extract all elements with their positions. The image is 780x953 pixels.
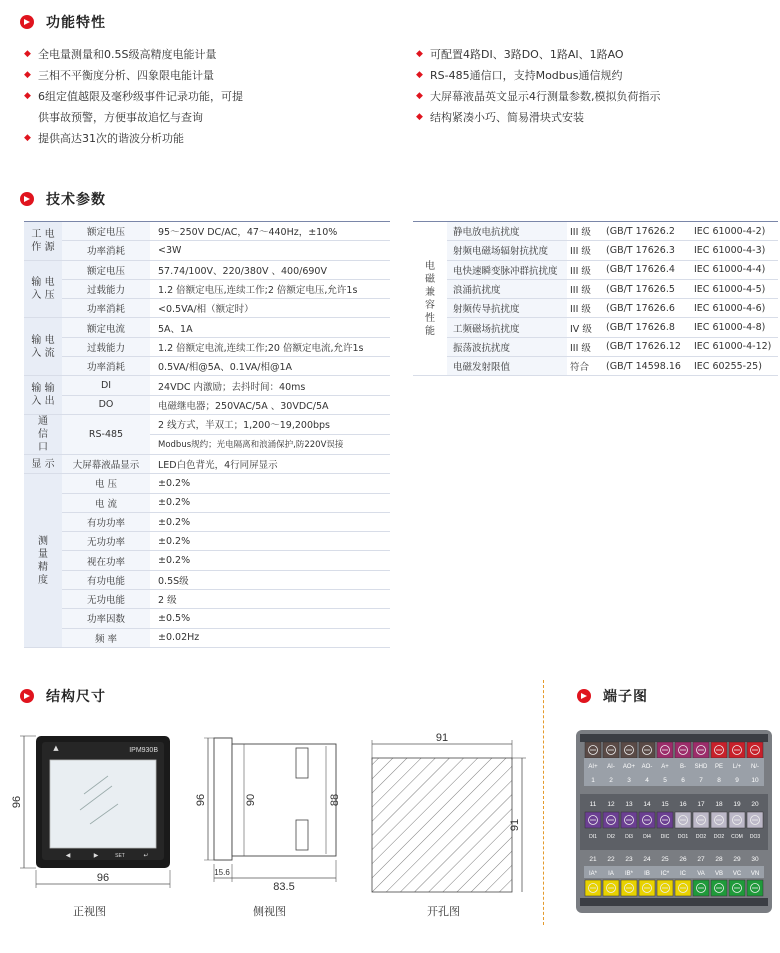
terminal-number: 2 [609,777,613,784]
spec-row [24,241,390,260]
spec-param-name: DO [62,395,150,414]
terminal-number: 27 [697,856,705,863]
emc-row [413,260,778,279]
spec-row [24,454,390,473]
spec-param-name: 大屏幕液晶显示 [62,454,150,473]
spec-row [24,260,390,279]
spec-row [24,299,390,318]
terminal-number: 28 [715,856,723,863]
terminal-diagram [576,730,772,913]
terminal-number: 3 [627,777,631,784]
front-view-drawing [8,728,180,893]
emc-test-name: 静电放电抗扰度 [447,222,567,241]
spec-param-value: <3W [150,241,390,260]
terminal-number: 26 [679,856,687,863]
emc-row [413,337,778,356]
terminal-number: 13 [625,801,633,808]
terminal-number: 11 [589,801,597,808]
spec-param-value: LED白色背光，4行同屏显示 [150,454,390,473]
spec-param-name: 有功电能 [62,570,150,589]
emc-table [413,221,778,376]
emc-gb-standard: (GB/T 17626.12 [603,337,691,356]
spec-group-label: 输 电 入 流 [24,318,62,376]
spec-param-value: ±0.2% [150,551,390,570]
terminal-number: 17 [697,801,705,808]
emc-iec-standard: IEC 61000-4-12) [691,337,778,356]
specs-heading [20,189,106,209]
diamond-bullet-icon: ◆ [24,91,31,101]
emc-test-name: 工频磁场抗扰度 [447,318,567,337]
terminal-label: IA* [588,871,598,877]
emc-iec-standard: IEC 61000-4-8) [691,318,778,337]
terminal-number: 30 [751,856,759,863]
feature-item: ◆ 提供高达31次的谐波分析功能 [24,128,324,149]
spec-param-value: Modbus规约；光电隔离和浪涌保护,防220V误接 [150,434,390,454]
terminal-number: 9 [735,777,739,784]
terminal-label: IA [608,871,614,877]
terminal-number: 7 [699,777,703,784]
bullet-arrow-icon [20,689,34,703]
spec-param-value: <0.5VA/相（额定时） [150,299,390,318]
spec-param-value: ±0.2% [150,532,390,551]
emc-test-name: 电快速瞬变脉冲群抗扰度 [447,260,567,279]
terminal-label: DO2 [695,834,707,840]
terminal-label: VN [750,871,760,877]
emc-level: III 级 [567,337,603,356]
terminal-label: DO2 [713,834,725,840]
emc-gb-standard: (GB/T 17626.2 [603,222,691,241]
spec-row [24,493,390,512]
terminal-label: AI+ [588,764,598,770]
terminal-label: IC* [660,871,670,877]
features-right-list [416,44,756,128]
feature-item-continuation: 供事故预警，方便事故追忆与查询 [38,111,203,124]
feature-item: ◆ 6组定值越限及毫秒级事件记录功能，可提 [24,86,324,107]
terminal-label: SHD [694,764,708,770]
feature-item: ◆ 结构紧凑小巧、简易滑块式安装 [416,107,756,128]
emc-group-label: 电 磁 兼 容 性 能 [413,222,447,376]
spec-param-name: 功率消耗 [62,241,150,260]
spec-param-value: 5A、1A [150,318,390,337]
emc-gb-standard: (GB/T 17626.8 [603,318,691,337]
emc-level: III 级 [567,260,603,279]
spec-param-name: 视在功率 [62,551,150,570]
terminal-label: DO3 [749,834,761,840]
terminal-label: DI4 [643,834,651,840]
terminal-label: N/- [751,764,759,770]
side-dim-depth: 83.5 [273,881,295,893]
terminal-number: 8 [717,777,721,784]
spec-param-name: 有功功率 [62,512,150,531]
spec-param-name: 电 流 [62,493,150,512]
spec-param-name: RS-485 [62,414,150,454]
enter-button-icon: ↵ [143,852,149,859]
diamond-bullet-icon: ◆ [24,133,31,143]
spec-param-value: 95～250V DC/AC，47～440Hz，±10% [150,222,390,241]
diamond-bullet-icon: ◆ [416,112,423,122]
spec-group-label: 测 量 精 度 [24,474,62,648]
emc-row [413,222,778,241]
terminal-label: AO- [641,764,653,770]
spec-param-value: ±0.2% [150,474,390,493]
spec-param-value: 0.5VA/相@5A、0.1VA/相@1A [150,357,390,376]
emc-gb-standard: (GB/T 17626.6 [603,299,691,318]
side-dim-bezel: 15.6 [214,868,230,877]
spec-row [24,628,390,647]
spec-param-value: 57.74/100V、220/380V 、400/690V [150,260,390,279]
terminal-number: 25 [661,856,669,863]
features-title: 功能特性 [46,15,106,31]
terminal-number: 23 [625,856,633,863]
spec-param-value: ±0.2% [150,493,390,512]
feature-item: ◆ 可配置4路DI、3路DO、1路AI、1路AO [416,44,756,65]
emc-iec-standard: IEC 61000-4-4) [691,260,778,279]
emc-gb-standard: (GB/T 17626.4 [603,260,691,279]
terminal-number: 14 [643,801,651,808]
terminal-label: AO+ [622,764,636,770]
emc-iec-standard: IEC 61000-4-6) [691,299,778,318]
diamond-bullet-icon: ◆ [24,70,31,80]
dimensions-heading [20,686,106,706]
terminal-label: DO1 [677,834,689,840]
emc-gb-standard: (GB/T 17626.3 [603,241,691,260]
spec-param-name: 无功功率 [62,532,150,551]
spec-param-name: DI [62,376,150,395]
spec-row [24,512,390,531]
terminal-number: 10 [751,777,759,784]
terminal-number: 29 [733,856,741,863]
spec-param-name: 额定电流 [62,318,150,337]
spec-param-value: 0.5S级 [150,570,390,589]
terminal-label: DI2 [607,834,615,840]
emc-row [413,241,778,260]
spec-param-value: 1.2 倍额定电流,连续工作;20 倍额定电流,允许1s [150,337,390,356]
spec-param-name: 无功电能 [62,590,150,609]
spec-param-value: ±0.2% [150,512,390,531]
terminal-number: 21 [589,856,597,863]
spec-group-label: 工 电 作 源 [24,222,62,261]
emc-iec-standard: IEC 61000-4-2) [691,222,778,241]
side-view-caption: 侧视图 [253,905,286,918]
diamond-bullet-icon: ◆ [416,70,423,80]
spec-row [24,474,390,493]
spec-table [24,221,390,648]
feature-item: ◆ 全电量测量和0.5S级高精度电能计量 [24,44,324,65]
terminal-label: DI3 [625,834,633,840]
side-dim-total: 96 [195,793,207,807]
terminal-label: A+ [661,764,669,770]
terminal-number: 16 [679,801,687,808]
bullet-arrow-icon [20,15,34,29]
feature-item: ◆ 三相不平衡度分析、四象限电能计量 [24,65,324,86]
terminal-label: IB* [624,871,634,877]
spec-row [24,590,390,609]
emc-row [413,279,778,298]
terminal-label: DIC [660,834,670,840]
bullet-arrow-icon [20,192,34,206]
terminal-number: 22 [607,856,615,863]
emc-level: IV 级 [567,318,603,337]
cutout-dim-height: 91 [509,818,521,832]
emc-test-name: 射频电磁场辐射抗扰度 [447,241,567,260]
front-model-label: IPM930B [129,747,158,754]
emc-test-name: 电磁发射限值 [447,357,567,376]
specs-title: 技术参数 [46,192,106,208]
spec-param-value: 24VDC 内激励；去抖时间：40ms [150,376,390,395]
spec-row [24,551,390,570]
spec-param-value: 2 级 [150,590,390,609]
terminal-number: 4 [645,777,649,784]
section-divider [543,680,544,925]
emc-iec-standard: IEC 61000-4-5) [691,279,778,298]
spec-group-label: 输 电 入 压 [24,260,62,318]
terminal-label: PE [714,764,724,770]
brand-logo-icon: ▲ [53,744,59,752]
spec-row [24,414,390,434]
spec-row [24,357,390,376]
features-left-list [24,44,324,149]
cutout-dim-width: 91 [435,732,449,744]
bullet-arrow-icon [577,689,591,703]
emc-iec-standard: IEC 60255-25) [691,357,778,376]
spec-param-value: 2 线方式，半双工；1,200～19,200bps [150,414,390,434]
cutout-caption: 开孔图 [427,905,460,918]
right-button-icon: ▶ [93,852,99,859]
emc-level: 符合 [567,357,603,376]
emc-level: III 级 [567,299,603,318]
spec-param-value: ±0.02Hz [150,628,390,647]
spec-group-label: 显 示 [24,454,62,473]
spec-param-value: 1.2 倍额定电压,连续工作;2 倍额定电压,允许1s [150,279,390,298]
emc-row [413,357,778,376]
left-button-icon: ◀ [65,852,71,859]
terminals-title: 端子图 [603,689,648,705]
spec-param-name: 功率消耗 [62,299,150,318]
terminal-label: VC [732,871,742,877]
spec-param-value: ±0.5% [150,609,390,628]
set-button-label: SET [115,853,125,859]
spec-row [24,318,390,337]
emc-test-name: 射频传导抗扰度 [447,299,567,318]
terminal-label: COM [731,834,743,840]
emc-level: III 级 [567,241,603,260]
emc-test-name: 浪涌抗扰度 [447,279,567,298]
spec-group-label: 输 输 入 出 [24,376,62,415]
spec-param-value: 电磁继电器；250VAC/5A 、30VDC/5A [150,395,390,414]
terminal-number: 6 [681,777,685,784]
spec-row [24,222,390,241]
spec-row [24,609,390,628]
spec-param-name: 额定电压 [62,222,150,241]
emc-iec-standard: IEC 61000-4-3) [691,241,778,260]
feature-item: ◆ RS-485通信口，支持Modbus通信规约 [416,65,756,86]
feature-item: ◆ 大屏幕液晶英文显示4行测量参数,模拟负荷指示 [416,86,756,107]
features-heading [20,12,106,32]
spec-param-name: 过载能力 [62,279,150,298]
diamond-bullet-icon: ◆ [416,91,423,101]
terminal-label: B- [680,764,686,770]
emc-gb-standard: (GB/T 17626.5 [603,279,691,298]
cutout-drawing [366,728,538,893]
terminal-number: 19 [733,801,741,808]
terminal-number: 1 [591,777,595,784]
front-dim-height: 96 [11,795,23,809]
spec-row [24,395,390,414]
emc-row [413,299,778,318]
spec-param-name: 额定电压 [62,260,150,279]
emc-level: III 级 [567,279,603,298]
terminal-number: 15 [661,801,669,808]
terminal-number: 18 [715,801,723,808]
terminal-label: IB [644,871,650,877]
terminal-number: 24 [643,856,651,863]
terminal-label: DI1 [589,834,597,840]
spec-param-name: 过载能力 [62,337,150,356]
side-view-drawing [192,728,352,893]
emc-gb-standard: (GB/T 14598.16 [603,357,691,376]
emc-level: III 级 [567,222,603,241]
terminal-label: IC [680,871,686,877]
front-view-caption: 正视图 [73,905,106,918]
terminal-number: 20 [751,801,759,808]
front-dim-width: 96 [96,872,110,884]
terminal-number: 5 [663,777,667,784]
spec-group-label: 通 信 口 [24,414,62,454]
spec-row [24,279,390,298]
terminals-heading [577,686,648,706]
emc-row [413,318,778,337]
spec-row [24,532,390,551]
spec-param-name: 电 压 [62,474,150,493]
side-dim-body: 90 [245,793,257,807]
terminal-label: AI- [607,764,615,770]
spec-param-name: 功率因数 [62,609,150,628]
spec-row [24,570,390,589]
diamond-bullet-icon: ◆ [416,49,423,59]
spec-row [24,376,390,395]
emc-test-name: 振荡波抗扰度 [447,337,567,356]
side-dim-tail: 88 [329,793,341,807]
dimensions-title: 结构尺寸 [46,689,106,705]
spec-param-name: 功率消耗 [62,357,150,376]
spec-row [24,337,390,356]
diamond-bullet-icon: ◆ [24,49,31,59]
terminal-label: L/+ [732,764,742,770]
terminal-label: VA [697,871,705,877]
spec-param-name: 频 率 [62,628,150,647]
terminal-number: 12 [607,801,615,808]
terminal-label: VB [714,871,724,877]
